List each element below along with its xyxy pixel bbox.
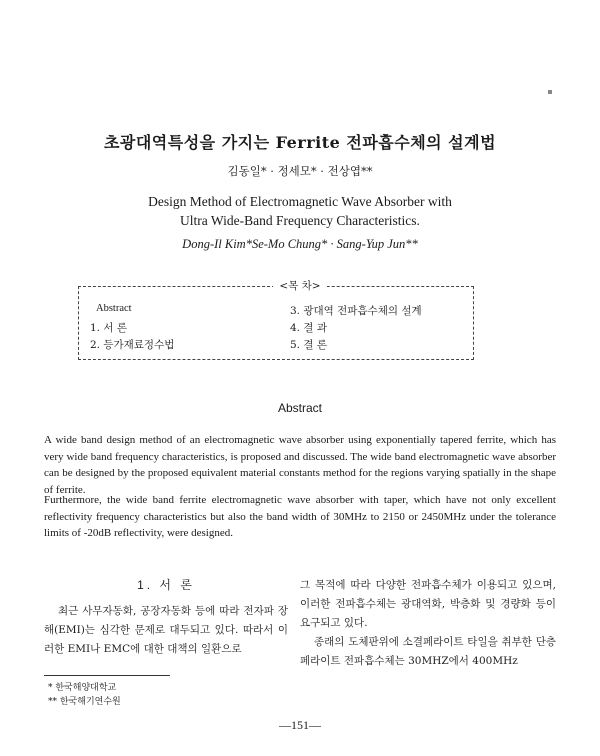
scan-mark-top-right: [548, 90, 552, 94]
right-column-paragraph-1: 그 목적에 따라 다양한 전파흡수체가 이용되고 있으며, 이러한 전파흡수체는 광대역화, 박층화 및 경량화 등이 요구되고 있다.: [300, 579, 556, 629]
right-column-paragraph-2: 종래의 도체판위에 소결페라이트 타일을 취부한 단층페라이트 전파흡수체는 30MHZ에서 400MHz: [300, 636, 556, 667]
authors-english: Dong-Il Kim*Se-Mo Chung* · Sang-Yup Jun**: [182, 237, 418, 251]
paper-title-english: [0, 192, 600, 230]
toc-item: 1. 서 론: [90, 322, 127, 334]
abstract-paragraph-2: Furthermore, the wide band ferrite electromagnetic wave absorber with taper, which have not only excellent reflectivity frequency characteristics but also the band width of 30MHz to 2150 or 2450MHz under the tolerance limits of -20dB reflectivity, were designed.: [44, 494, 556, 539]
footnote-affiliation-1: * 한국해양대학교: [48, 683, 117, 693]
footnote-divider: [44, 675, 170, 676]
toc-item: 2. 등가재료정수법: [90, 339, 175, 351]
footnote-affiliation-2: ** 한국해기연수원: [48, 697, 121, 707]
abstract-paragraph-1: A wide band design method of an electromagnetic wave absorber using exponentially tapered ferrite, which has very wide band frequency characteristics, is proposed and discussed. The wide band electromagnetic wave absorber can be designed by the proposed equivalent material constants method for the regions varying spatially in the shape of ferrite.: [44, 434, 556, 496]
body-right-column: [300, 576, 556, 671]
toc-item: 5. 결 론: [290, 339, 327, 351]
body-left-column: 최근 사무자동화, 공장자동화 등에 따라 전자파 장해(EMI)는 심각한 문제로 대두되고 있다. 따라서 이러한 EMI나 EMC에 대한 대책의 일환으로: [44, 605, 288, 655]
section-heading-introduction: 1. 서 론: [137, 578, 195, 592]
toc-heading: <목 차>: [0, 278, 600, 293]
toc-item: Abstract: [96, 303, 132, 314]
paper-title-korean: 초광대역특성을 가지는 Ferrite 전파흡수체의 설계법: [103, 133, 497, 152]
toc-item: 4. 결 과: [290, 322, 327, 334]
authors-korean: 김동일* · 정세모* · 전상엽**: [227, 164, 373, 178]
title-en-line-1: Design Method of Electromagnetic Wave Absorber with: [148, 194, 452, 209]
abstract-heading: Abstract: [277, 401, 322, 415]
toc-item: 3. 광대역 전파흡수체의 설계: [290, 305, 422, 317]
page-number: —151—: [279, 718, 321, 732]
title-en-line-2: Ultra Wide-Band Frequency Characteristics.: [180, 213, 420, 228]
